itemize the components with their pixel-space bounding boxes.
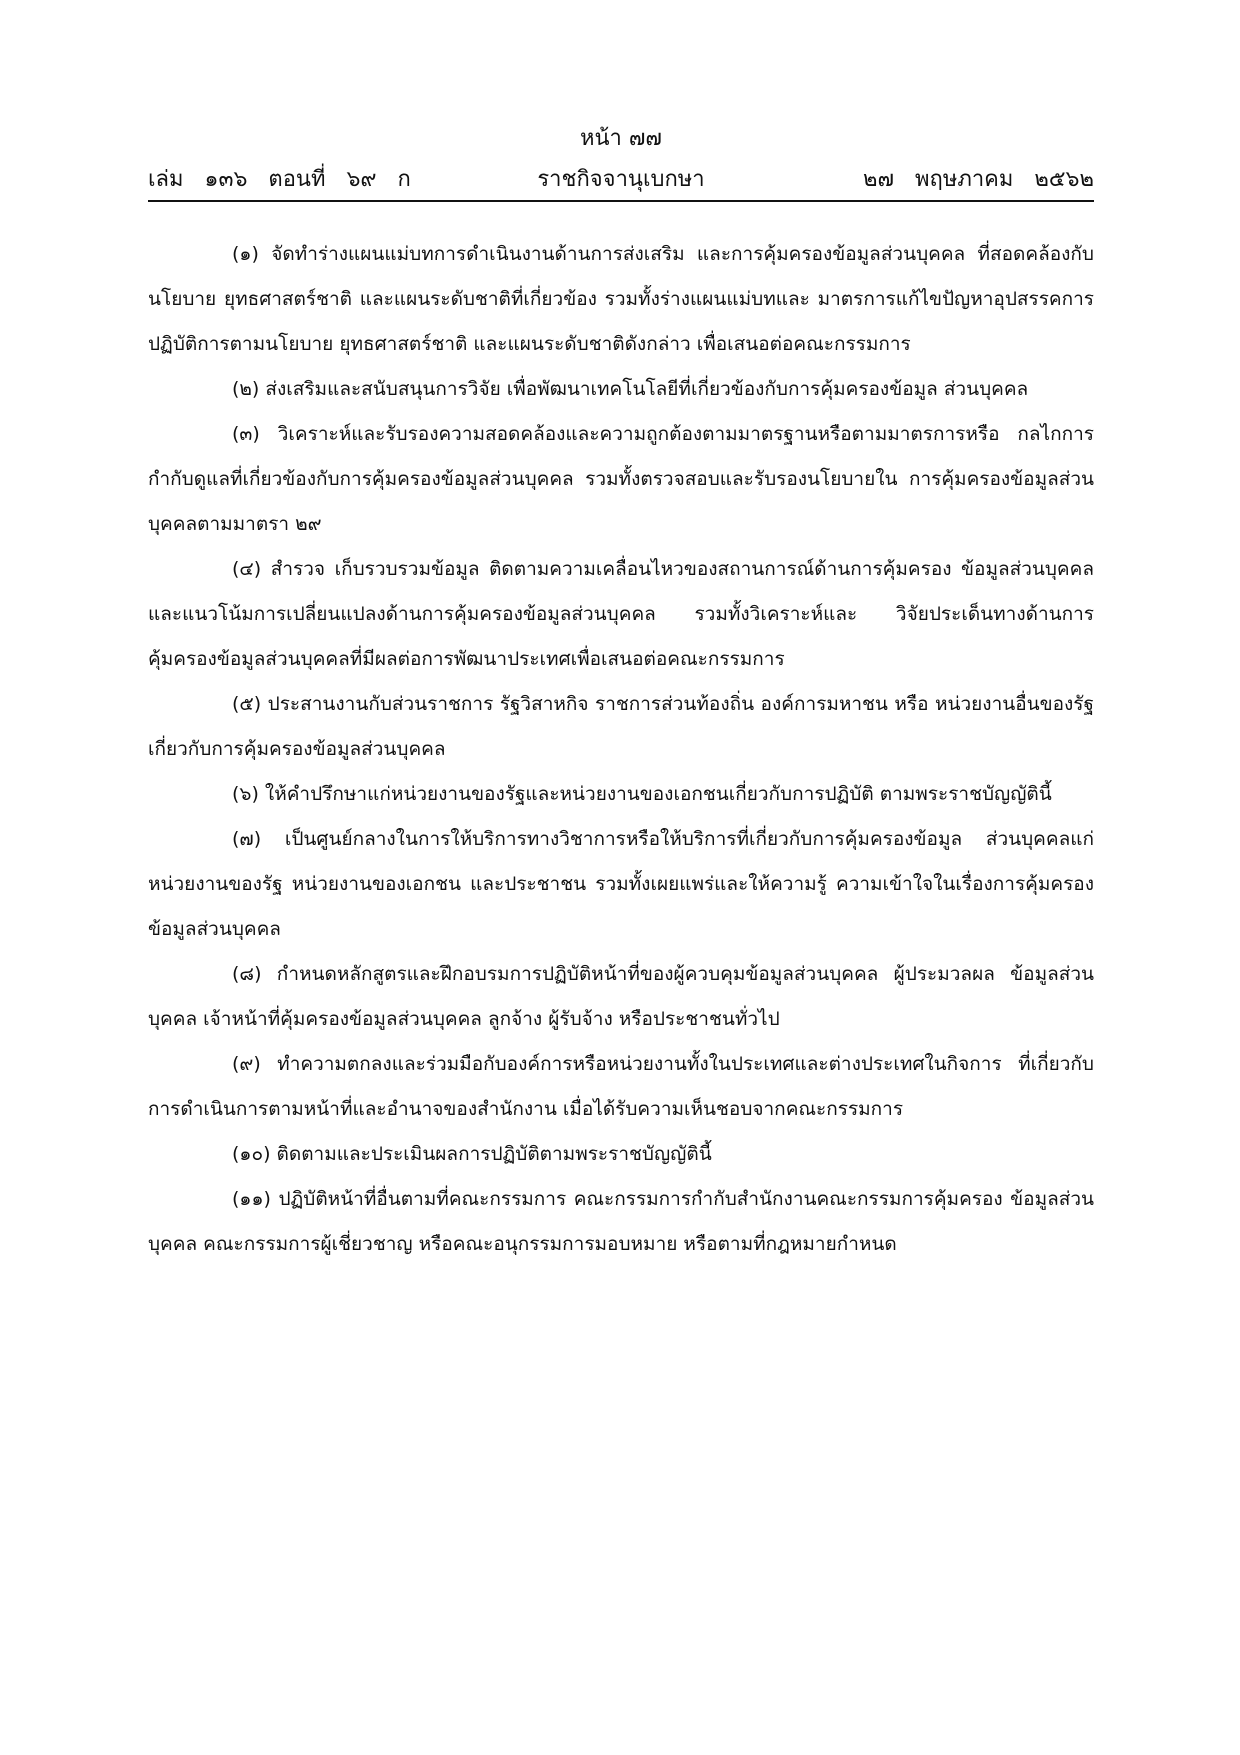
clause-10: (๑๐) ติดตามและประเมินผลการปฏิบัติตามพระราชบัญญัตินี้ bbox=[232, 1143, 712, 1165]
clause-7: (๗) เป็นศูนย์กลางในการให้บริการทางวิชาการหรือให้บริการที่เกี่ยวกับการคุ้มครองข้อมูล ส่วนบุคคลแก่หน่วยงานของรัฐ หน่วยงานของเอกชน และประชาชน รวมทั้งเผยแพร่และให้ความรู้ ความเข้าใจในเรื่องการคุ้มครองข้อมูลส่วนบุคคล bbox=[148, 828, 1094, 940]
clause-8: (๘) กำหนดหลักสูตรและฝึกอบรมการปฏิบัติหน้าที่ของผู้ควบคุมข้อมูลส่วนบุคคล ผู้ประมวลผล ข้อมูลส่วนบุคคล เจ้าหน้าที่คุ้มครองข้อมูลส่วนบุคคล ลูกจ้าง ผู้รับจ้าง หรือประชาชนทั่วไป bbox=[148, 963, 1094, 1030]
clause-1: (๑) จัดทำร่างแผนแม่บทการดำเนินงานด้านการส่งเสริม และการคุ้มครองข้อมูลส่วนบุคคล ที่สอดคล้องกับนโยบาย ยุทธศาสตร์ชาติ และแผนระดับชาติที่เกี่ยวข้อง รวมทั้งร่างแผนแม่บทและ มาตรการแก้ไขปัญหาอุปสรรคการปฏิบัติการตามนโยบาย ยุทธศาสตร์ชาติ และแผนระดับชาติดังกล่าว เพื่อเสนอต่อคณะกรรมการ bbox=[148, 243, 1094, 355]
header-row bbox=[148, 164, 1094, 196]
clause-2: (๒) ส่งเสริมและสนับสนุนการวิจัย เพื่อพัฒนาเทคโนโลยีที่เกี่ยวข้องกับการคุ้มครองข้อมูล ส่วนบุคคล bbox=[232, 378, 1029, 400]
page-number: หน้า ๗๗ bbox=[580, 126, 662, 151]
publication-title: ราชกิจจานุเบกษา bbox=[537, 167, 705, 192]
clause-11: (๑๑) ปฏิบัติหน้าที่อื่นตามที่คณะกรรมการ คณะกรรมการกำกับสำนักงานคณะกรรมการคุ้มครอง ข้อมูลส่วนบุคคล คณะกรรมการผู้เชี่ยวชาญ หรือคณะอนุกรรมการมอบหมาย หรือตามที่กฎหมายกำหนด bbox=[148, 1188, 1094, 1255]
header-divider bbox=[148, 200, 1094, 202]
clause-6: (๖) ให้คำปรึกษาแก่หน่วยงานของรัฐและหน่วยงานของเอกชนเกี่ยวกับการปฏิบัติ ตามพระราชบัญญัตินี้ bbox=[232, 783, 1052, 805]
clause-4: (๔) สำรวจ เก็บรวบรวมข้อมูล ติดตามความเคลื่อนไหวของสถานการณ์ด้านการคุ้มครอง ข้อมูลส่วนบุคคล และแนวโน้มการเปลี่ยนแปลงด้านการคุ้มครองข้อมูลส่วนบุคคล รวมทั้งวิเคราะห์และ วิจัยประเด็นทางด้านการคุ้มครองข้อมูลส่วนบุคคลที่มีผลต่อการพัฒนาประเทศเพื่อเสนอต่อคณะกรรมการ bbox=[148, 558, 1094, 670]
document-body bbox=[148, 232, 1094, 1267]
publication-date: ๒๗ พฤษภาคม ๒๕๖๒ bbox=[862, 167, 1094, 192]
page-header bbox=[148, 124, 1094, 204]
clause-3: (๓) วิเคราะห์และรับรองความสอดคล้องและความถูกต้องตามมาตรฐานหรือตามมาตรการหรือ กลไกการกำกับดูแลที่เกี่ยวข้องกับการคุ้มครองข้อมูลส่วนบุคคล รวมทั้งตรวจสอบและรับรองนโยบายใน การคุ้มครองข้อมูลส่วนบุคคลตามมาตรา ๒๙ bbox=[148, 423, 1094, 535]
clause-9: (๙) ทำความตกลงและร่วมมือกับองค์การหรือหน่วยงานทั้งในประเทศและต่างประเทศในกิจการ ที่เกี่ยวกับการดำเนินการตามหน้าที่และอำนาจของสำนักงาน เมื่อได้รับความเห็นชอบจากคณะกรรมการ bbox=[148, 1053, 1094, 1120]
volume-issue-info: เล่ม ๑๓๖ ตอนที่ ๖๙ ก bbox=[148, 167, 411, 192]
clause-5: (๕) ประสานงานกับส่วนราชการ รัฐวิสาหกิจ ราชการส่วนท้องถิ่น องค์การมหาชน หรือ หน่วยงานอื่นของรัฐเกี่ยวกับการคุ้มครองข้อมูลส่วนบุคคล bbox=[148, 693, 1094, 760]
